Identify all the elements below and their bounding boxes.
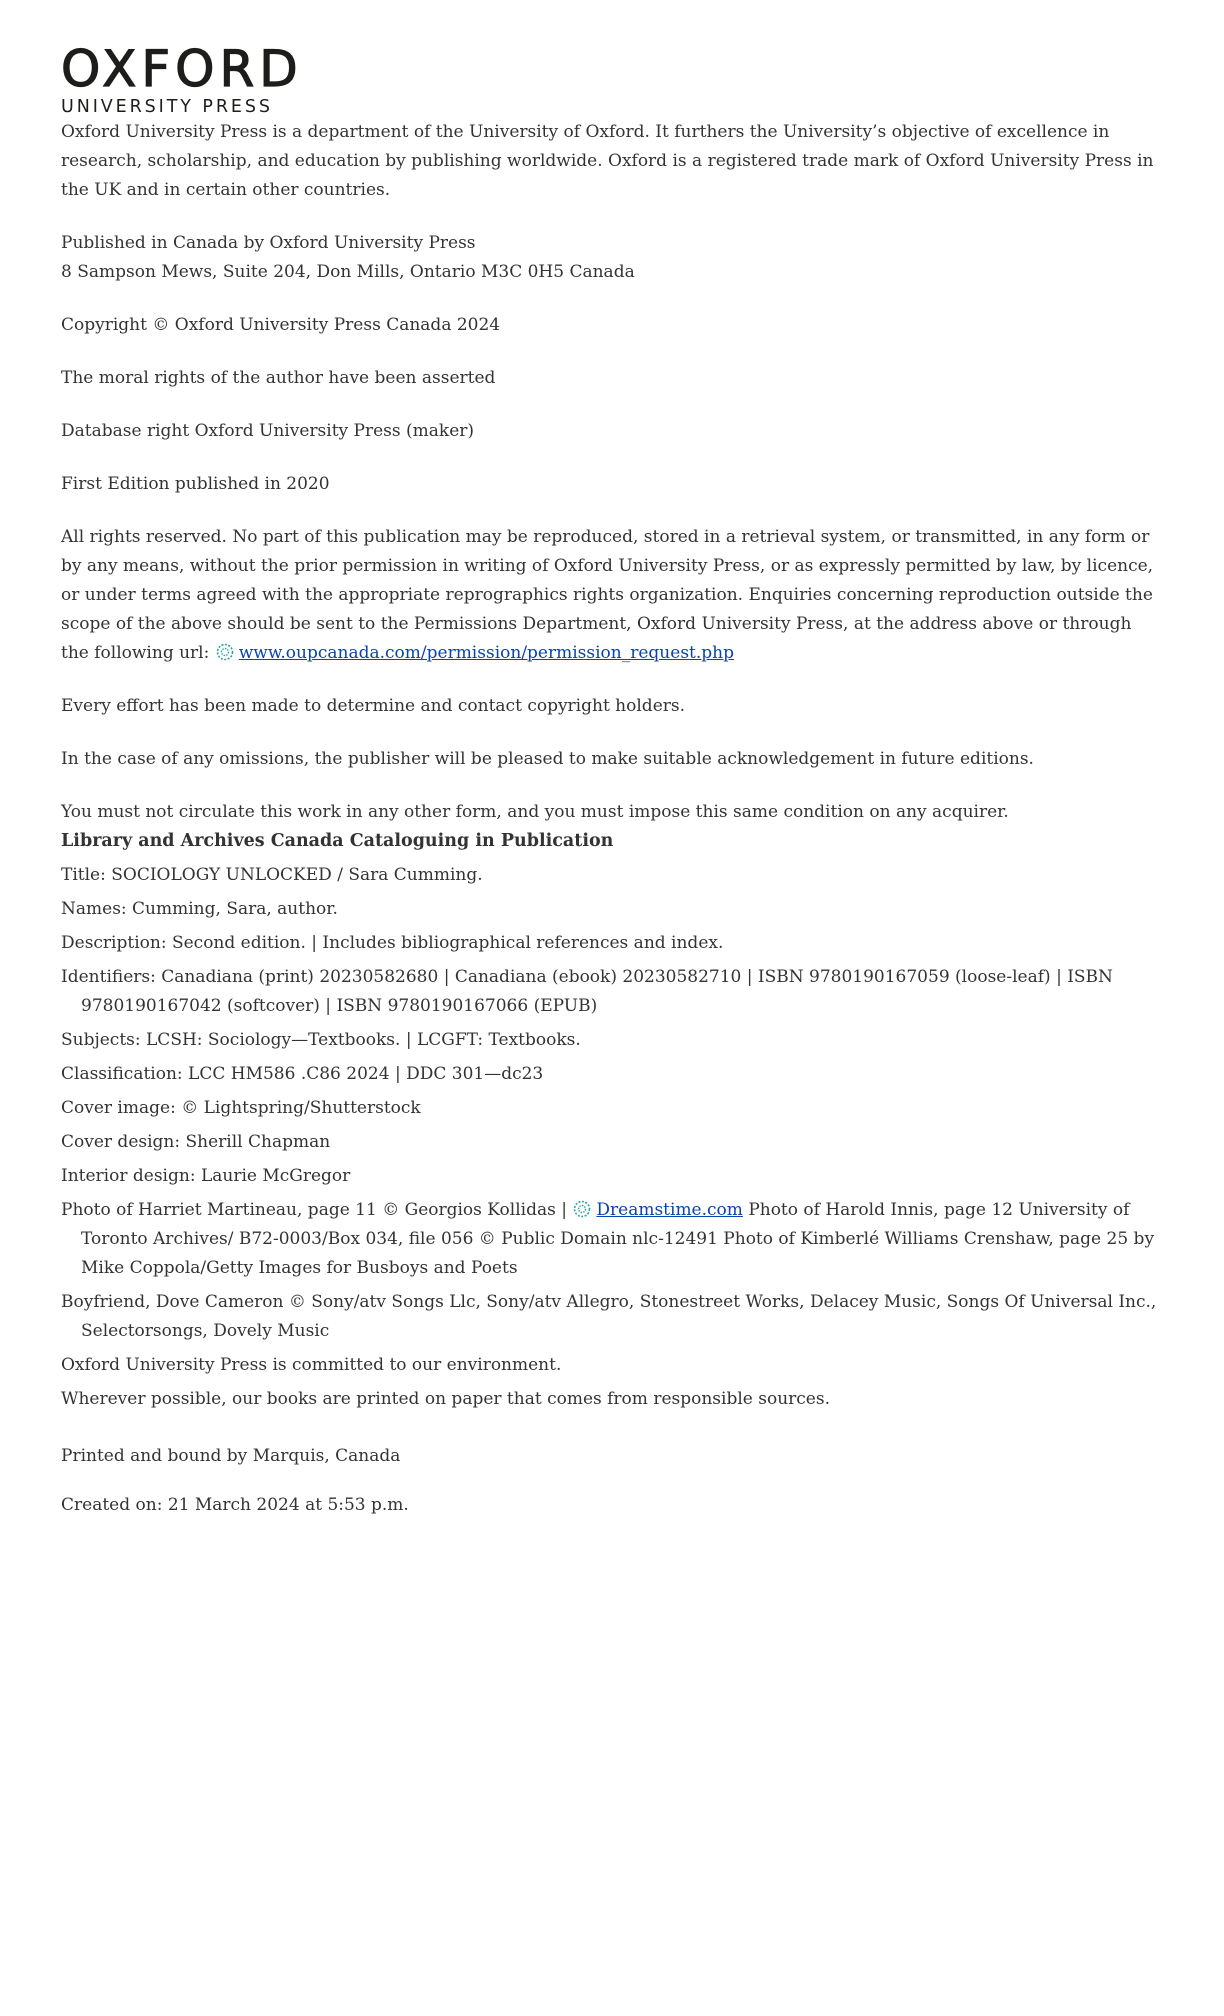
intro-paragraph: Oxford University Press is a department of the University of Oxford. It furthers the University’s objective of excellence in research, scholarship, and education by publishing worldwide. Oxford is a registered trade mark of Oxford University Press in the UK and in certain other countries. xyxy=(61,122,1154,200)
database-right-line: Database right Oxford University Press (maker) xyxy=(61,421,475,441)
globe-icon xyxy=(215,643,235,661)
oxford-logo xyxy=(61,40,1164,118)
logo-subtitle: UNIVERSITY PRESS xyxy=(61,97,273,117)
environment-line: Oxford University Press is committed to our environment. xyxy=(61,1355,562,1375)
cip-song-credit: Boyfriend, Dove Cameron © Sony/atv Songs Llc, Sony/atv Allegro, Stonestreet Works, Delacey Music, Songs Of Universal Inc., Selectorsongs, Dovely Music xyxy=(61,1292,1157,1341)
logo-wordmark: OXFORD xyxy=(61,40,303,98)
circulate-line: You must not circulate this work in any other form, and you must impose this same condition on any acquirer. xyxy=(61,802,1009,822)
copyright-line: Copyright © Oxford University Press Canada 2024 xyxy=(61,315,501,335)
rights-paragraph xyxy=(61,523,1164,668)
rights-text: All rights reserved. No part of this publication may be reproduced, stored in a retrieval system, or transmitted, in any form or by any means, without the prior permission in writing of Oxford University Press, or as expressly permitted by law, by licence, or under terms agreed with the appropriate reprographics rights organization. Enquiries concerning reproduction outside the scope of the above should be sent to the Permissions Department, Oxford University Press, at the address above or through the following url: xyxy=(61,527,1154,663)
cip-cover-image: Cover image: © Lightspring/Shutterstock xyxy=(61,1098,421,1118)
photo-credits-pre: Photo of Harriet Martineau, page 11 © Georgios Kollidas | xyxy=(61,1200,567,1220)
cip-identifiers: Identifiers: Canadiana (print) 20230582680 | Canadiana (ebook) 20230582710 | ISBN 9780190167059 (loose-leaf) | ISBN 9780190167042 (softcover) | ISBN 9780190167066 (EPUB) xyxy=(61,967,1113,1016)
cip-classification: Classification: LCC HM586 .C86 2024 | DDC 301—dc23 xyxy=(61,1064,544,1084)
printed-line: Printed and bound by Marquis, Canada xyxy=(61,1446,401,1466)
cip-heading: Library and Archives Canada Cataloguing in Publication xyxy=(61,831,614,851)
globe-icon xyxy=(572,1200,592,1218)
first-edition-line: First Edition published in 2020 xyxy=(61,474,330,494)
cip-subjects: Subjects: LCSH: Sociology—Textbooks. | LCGFT: Textbooks. xyxy=(61,1030,581,1050)
cip-interior-design: Interior design: Laurie McGregor xyxy=(61,1166,351,1186)
moral-rights-line: The moral rights of the author have been asserted xyxy=(61,368,496,388)
cip-photo-credits xyxy=(61,1196,1164,1283)
omissions-line: In the case of any omissions, the publisher will be pleased to make suitable acknowledgement in future editions. xyxy=(61,749,1034,769)
cip-cover-design: Cover design: Sherill Chapman xyxy=(61,1132,331,1152)
cip-block xyxy=(61,827,1164,1414)
published-line-2: 8 Sampson Mews, Suite 204, Don Mills, Ontario M3C 0H5 Canada xyxy=(61,262,635,282)
paper-line: Wherever possible, our books are printed on paper that comes from responsible sources. xyxy=(61,1389,830,1409)
created-line: Created on: 21 March 2024 at 5:53 p.m. xyxy=(61,1495,409,1515)
dreamstime-link[interactable]: Dreamstime.com xyxy=(596,1200,743,1220)
cip-description: Description: Second edition. | Includes bibliographical references and index. xyxy=(61,933,724,953)
permission-request-link[interactable]: www.oupcanada.com/permission/permission_request.php xyxy=(238,643,734,663)
photo-credits-post: Photo of Harold Innis, page 12 University of Toronto Archives/ B72-0003/Box 034, file 056 © Public Domain nlc-12491 Photo of Kimberlé Williams Crenshaw, page 25 by Mike Coppola/Getty Images for Busboys and Poets xyxy=(81,1200,1155,1278)
cip-title-line: Title: SOCIOLOGY UNLOCKED / Sara Cumming. xyxy=(61,865,483,885)
effort-line: Every effort has been made to determine and contact copyright holders. xyxy=(61,696,686,716)
cip-names: Names: Cumming, Sara, author. xyxy=(61,899,338,919)
published-line-1: Published in Canada by Oxford University Press xyxy=(61,233,476,253)
